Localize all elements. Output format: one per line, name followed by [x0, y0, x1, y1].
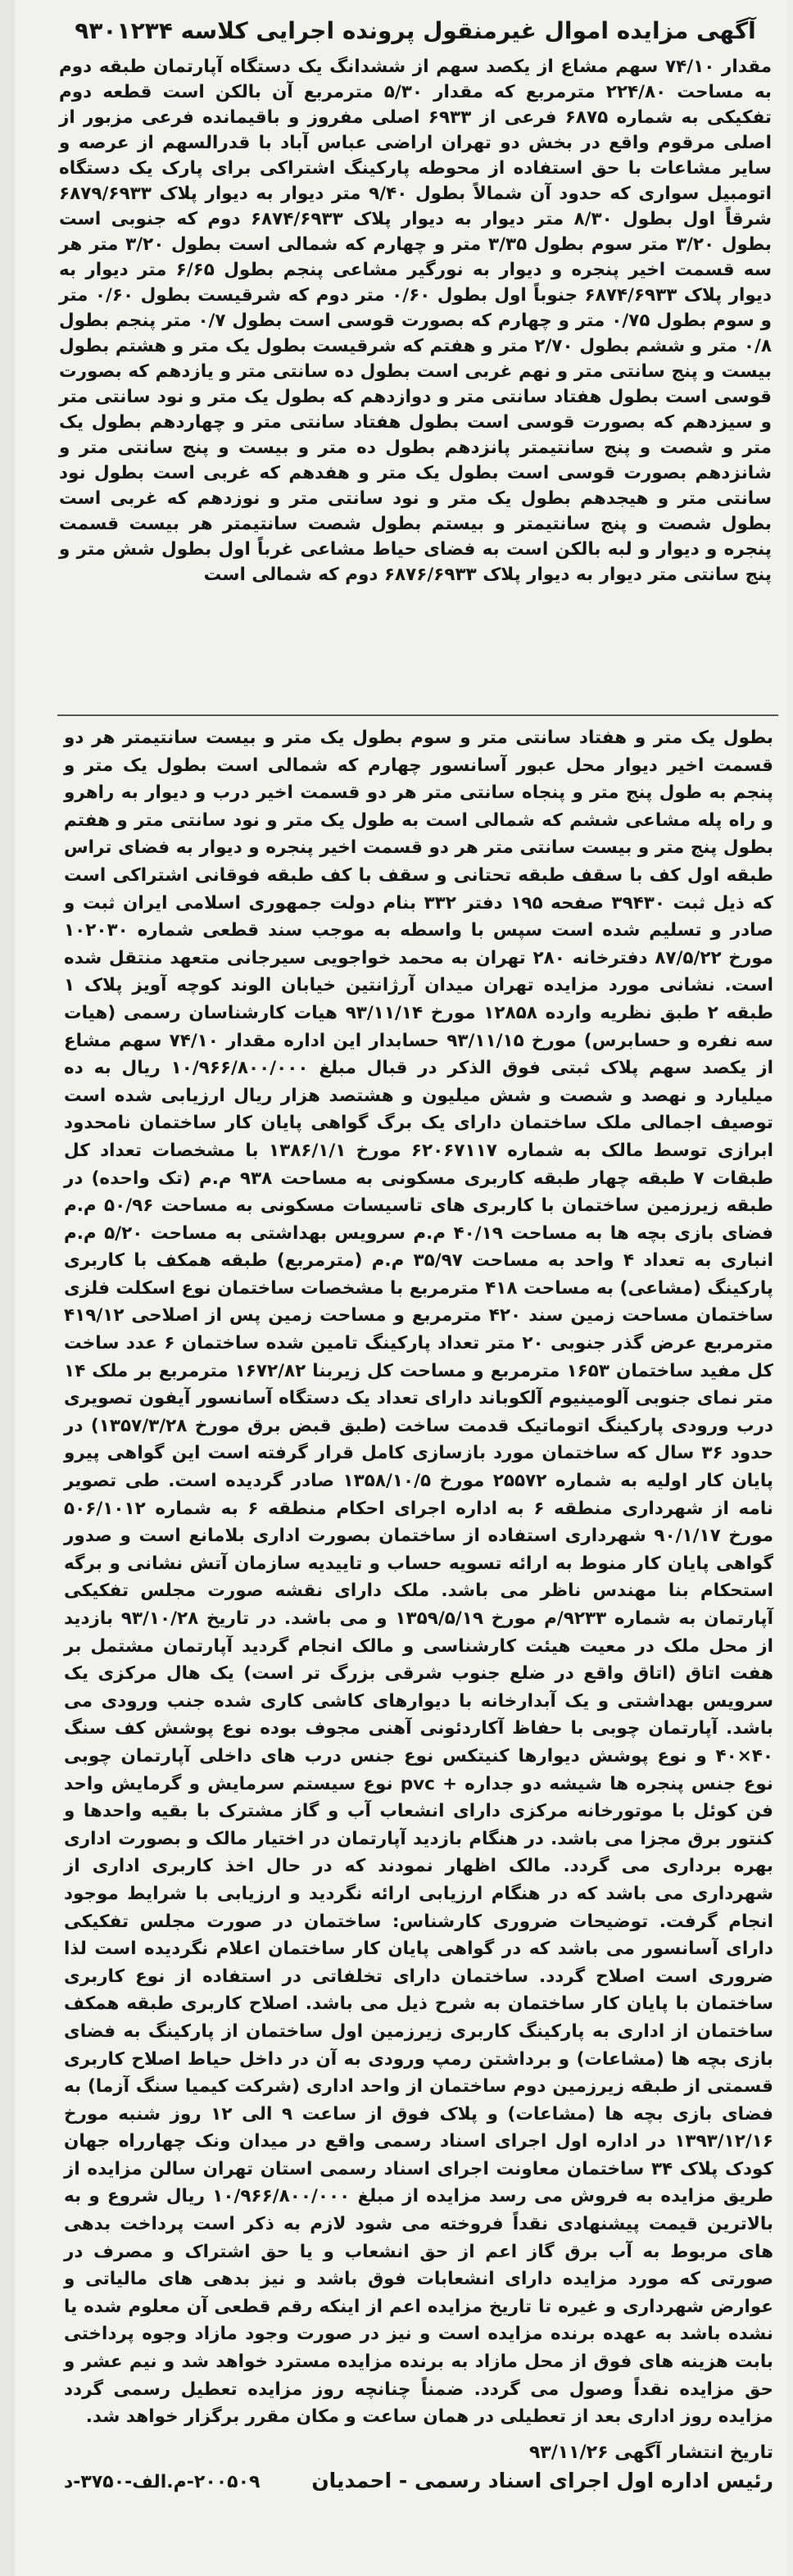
notice-footer [64, 2439, 773, 2497]
property-description-top: مقدار ۷۴/۱۰ سهم مشاع از یکصد سهم از ششدانگ یک دستگاه آپارتمان طبقه دوم به مساحت ۲۲۴/۸۰ مترمربع که مقدار ۵/۳۰ مترمربع آن بالکن است قطعه دوم تفکیکی به شماره ۶۸۷۵ فرعی از ۶۹۳۳ اصلی مفروز و باقیمانده فرعی مزبور از اصلی مرقوم واقع در بخش دو تهران اراضی عباس آباد با قدرالسهم از عرصه و سایر مشاعات با حق استفاده از محوطه پارکینگ اشتراکی برای پارک یک دستگاه اتومبیل سواری که حدود آن شمالاً بطول ۹/۴۰ متر دیوار به دیوار پلاک ۶۸۷۹/۶۹۳۳ شرقاً اول بطول ۸/۳۰ متر دیوار به دیوار پلاک ۶۸۷۴/۶۹۳۳ دوم که جنوبی است بطول ۳/۲۰ متر سوم بطول ۳/۳۵ متر و چهارم که شمالی است بطول ۳/۲۰ متر هر سه قسمت اخیر پنجره و دیوار به نورگیر مشاعی پنجم بطول ۶/۶۵ متر دیوار به دیوار پلاک ۶۸۷۴/۶۹۳۳ جنوباً اول بطول ۰/۶۰ متر دوم که شرقیست بطول ۰/۶۰ متر و سوم بطول ۰/۷۵ متر و چهارم که بصورت قوسی است بطول ۰/۷ متر پنجم بطول ۰/۸ متر و ششم بطول ۲/۷۰ متر و هفتم که شرقیست بطول یک متر و هشتم بطول بیست و پنج سانتی متر و نهم غربی است بطول ده سانتی متر و یازدهم که بصورت قوسی است بطول هفتاد سانتی متر و دوازدهم که بطول یک متر و نود سانتی متر و سیزدهم که بصورت قوسی است بطول هفتاد سانتی متر و چهاردهم بطول یک متر و شصت و پنج سانتیمتر پانزدهم بطول ده متر و بیست و پنج سانتی متر و شانزدهم بصورت قوسی است بطول یک متر و هفدهم که غربی است بطول نود سانتی متر و هیجدهم بطول یک متر و نود سانتی متر و نوزدهم که غربی است بطول شصت و پنج سانتیمتر و بیستم بطول شصت سانتیمتر هر بیست قسمت پنجره و دیوار و لبه بالکن است به فضای حیاط مشاعی غرباً اول بطول شش متر و پنج سانتی متر دیوار به دیوار پلاک ۶۸۷۶/۶۹۳۳ دوم که شمالی است [59, 57, 773, 585]
main-column [44, 724, 788, 2565]
top-column [44, 13, 788, 716]
column-divider [57, 714, 778, 716]
notice-headline: آگهی مزایده اموال غیرمنقول پرونده اجرایی کلاسه ۹۳۰۱۲۳۴ [75, 17, 756, 44]
property-description-main: بطول یک متر و هفتاد سانتی متر و سوم بطول یک متر و بیست سانتیمتر هر دو قسمت اخیر دیوار محل عبور آسانسور چهارم که شمالی است بطول یک متر و پنجم به طول پنج متر و پنجاه سانتی متر هر دو قسمت اخیر درب و دیوار به راهرو و راه پله مشاعی ششم که شمالی است به طول یک متر و نود سانتی متر و هفتم بطول پنج متر و بیست سانتی متر هر دو قسمت اخیر پنجره و دیوار به فضای تراس طبقه اول کف با سقف طبقه تحتانی و سقف با کف طبقه فوقانی اشتراکی است که ذیل ثبت ۳۹۴۳۰ صفحه ۱۹۵ دفتر ۳۳۲ بنام دولت جمهوری اسلامی ایران ثبت و صادر و تسلیم شده است سپس با واسطه به موجب سند قطعی شماره ۱۰۲۰۳۰ مورخ ۸۷/۵/۲۲ دفترخانه ۲۸۰ تهران به محمد خواجویی سیرجانی متعهد منتقل شده است. نشانی مورد مزایده تهران میدان آرژانتین خیابان الوند کوچه آویز پلاک ۱ طبقه ۲ طبق نظریه وارده ۱۲۸۵۸ مورخ ۹۳/۱۱/۱۴ هیات کارشناسان رسمی (هیات سه نفره و حسابرس) مورخ ۹۳/۱۱/۱۵ حسابدار این اداره مقدار ۷۴/۱۰ سهم مشاع از یکصد سهم پلاک ثبتی فوق الذکر در قبال مبلغ ۱۰/۹۶۶/۸۰۰/۰۰۰ ریال به ده میلیارد و نهصد و شصت و شش میلیون و هشتصد هزار ریال ارزیابی شده است توصیف اجمالی ملک ساختمان دارای یک برگ گواهی پایان کار ساختمان نامحدود ابرازی توسط مالک به شماره ۶۲۰۶۷۱۱۷ مورخ ۱۳۸۶/۱/۱ با مشخصات تعداد کل طبقات ۷ طبقه چهار طبقه کاربری مسکونی به مساحت ۹۳۸ م.م (تک واحده) در طبقه زیرزمین ساختمان با کاربری های تاسیسات مسکونی به مساحت ۵۰/۹۶ م.م فضای بازی بچه ها به مساحت ۴۰/۱۹ م.م سرویس بهداشتی به مساحت ۵/۲۰ م.م انباری به تعداد ۴ واحد به مساحت ۳۵/۹۷ م.م (مترمربع) طبقه همکف با کاربری پارکینگ (مشاعی) به مساحت ۴۱۸ مترمربع با مشخصات ساختمان نوع اسکلت فلزی ساختمان مساحت زمین سند ۴۲۰ مترمربع و مساحت زمین پس از اصلاحی ۴۱۹/۱۲ مترمربع عرض گذر جنوبی ۲۰ متر تعداد پارکینگ تامین شده ساختمان ۶ عدد ساخت کل مفید ساختمان ۱۶۵۳ مترمربع و مساحت کل زیربنا ۱۶۷۲/۸۲ مترمربع بر ملک ۱۴ متر نمای جنوبی آلومینیوم آلکوباند دارای تعداد یک دستگاه آسانسور آیفون تصویری درب ورودی پارکینگ اتوماتیک قدمت ساخت (طبق قبض برق مورخ ۱۳۵۷/۳/۲۸) در حدود ۳۶ سال که ساختمان مورد بازسازی کامل قرار گرفته است این گواهی پیرو پایان کار اولیه به شماره ۲۵۵۷۲ مورخ ۱۳۵۸/۱۰/۵ صادر گردیده است. طی تصویر نامه از شهرداری منطقه ۶ به اداره اجرای احکام منطقه ۶ به شماره ۵۰۶/۱۰۱۲ مورخ ۹۰/۱/۱۷ شهرداری استفاده از ساختمان بصورت اداری بلامانع است و صدور گواهی پایان کار منوط به ارائه تسویه حساب و تاییدیه سازمان آتش نشانی و برگه استحکام بنا مهندس ناظر می باشد. ملک دارای نقشه صورت مجلس تفکیکی آپارتمان به شماره ۹۲۳۳/م مورخ ۱۳۵۹/۵/۱۹ و می باشد. در تاریخ ۹۳/۱۰/۲۸ بازدید از محل ملک در معیت هیئت کارشناسی و مالک انجام گردید آپارتمان مشتمل بر هفت اتاق (اتاق واقع در ضلع جنوب شرقی بزرگ تر است) یک هال مرکزی یک سرویس بهداشتی و یک آبدارخانه با دیوارهای کاشی کاری شده جنب ورودی می باشد. آپارتمان چوبی با حفاظ آکاردئونی آهنی مجوف بوده نوع پوشش کف سنگ ۴۰×۴۰ و نوع پوشش دیوارها کنیتکس نوع جنس درب های داخلی آپارتمان چوبی نوع جنس پنجره ها شیشه دو جداره + pvc نوع سیستم سرمایش و گرمایش واحد فن کوئل با موتورخانه مرکزی دارای انشعاب آب و گاز مشترک با بقیه واحدها و کنتور برق مجزا می باشد. در هنگام بازدید آپارتمان در اختیار مالک و بصورت اداری بهره برداری می گردد. مالک اظهار نمودند که در حال اخذ کاربری اداری از شهرداری می باشد که در هنگام ارزیابی ارائه نگردید و ارزیابی با شرایط موجود انجام گرفت. توضیحات ضروری کارشناس: ساختمان در صورت مجلس تفکیکی دارای آسانسور می باشد که در گواهی پایان کار ساختمان اعلام نگردیده است لذا ضروری است اصلاح گردد. ساختمان دارای تخلفاتی در استفاده از نوع کاربری ساختمان با پایان کار ساختمان به شرح ذیل می باشد. اصلاح کاربری طبقه همکف ساختمان از اداری به پارکینگ کاربری زیرزمین اول ساختمان از پارکینگ به فضای بازی بچه ها (مشاعات) و برداشتن رمپ ورودی به آن در داخل حیاط اصلاح کاربری قسمتی از طبقه زیرزمین دوم ساختمان از واحد اداری (شرکت کیمیا سنگ آزما) به فضای بازی بچه ها (مشاعات) و پلاک فوق از ساعت ۹ الی ۱۲ روز شنبه مورخ ۱۳۹۳/۱۲/۱۶ در اداره اول اجرای اسناد رسمی واقع در میدان ونک چهارراه جهان کودک پلاک ۳۴ ساختمان معاونت اجرای اسناد رسمی استان تهران سالن مزایده از طریق مزایده به فروش می رسد مزایده از مبلغ ۱۰/۹۶۶/۸۰۰/۰۰۰ ریال شروع و به بالاترین قیمت پیشنهادی نقداً فروخته می شود لازم به ذکر است پرداخت بدهی های مربوط به آب برق گاز اعم از حق انشعاب و یا حق اشتراک و مصرف در صورتی که مورد مزایده دارای انشعابات فوق باشد و نیز بدهی های مالیاتی و عوارض شهرداری و غیره تا تاریخ مزایده اعم از اینکه رقم قطعی آن معلوم شده یا نشده باشد به عهده برنده مزایده است و نیز در صورت وجود مازاد وجوه پرداختی بابت هزینه های فوق از محل مازاد به برنده مزایده مسترد خواهد شد و نیم عشر و حق مزایده نقداً وصول می گردد. ضمناً چنانچه روز مزایده تعطیل رسمی گردد مزایده روز اداری بعد از تعطیلی در همان ساعت و مکان مقرر برگزار خواهد شد. [64, 728, 774, 2428]
signature-line [64, 2467, 773, 2497]
reference-code: ۲۰۰۵۰۹-م.الف-۳۷۵۰-د [64, 2471, 261, 2492]
publish-date: تاریخ انتشار آگهی ۹۳/۱۱/۲۶ [528, 2442, 773, 2463]
scan-edge [11, 0, 16, 2576]
signature: رئیس اداره اول اجرای اسناد رسمی - احمدیان [311, 2468, 773, 2492]
